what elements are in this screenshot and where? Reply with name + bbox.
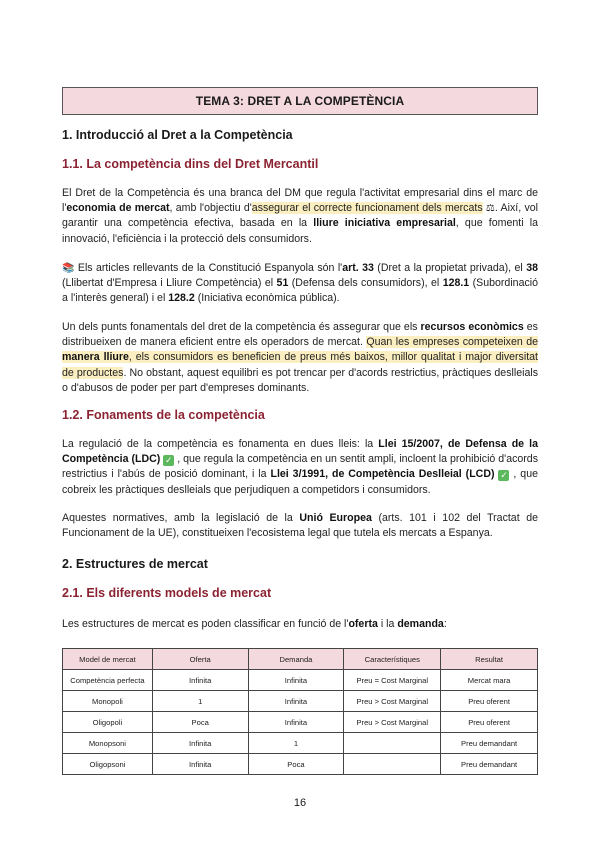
section-2-1-heading: 2.1. Els diferents models de mercat bbox=[62, 586, 272, 600]
bold-text: 128.1 bbox=[442, 277, 470, 290]
table-cell: Infinita bbox=[248, 670, 344, 691]
paragraph-recursos bbox=[62, 320, 538, 396]
table-cell: Infinita bbox=[152, 733, 248, 754]
text: , que cobreix les pràctiques deslleials que perjudiquen a competidors i consumidors. bbox=[62, 468, 538, 496]
table-cell: Preu > Cost Marginal bbox=[344, 712, 441, 733]
table-cell: Preu = Cost Marginal bbox=[344, 670, 441, 691]
table-cell: Monopsoni bbox=[63, 733, 153, 754]
section-2-heading: 2. Estructures de mercat bbox=[62, 557, 208, 571]
text: La regulació de la competència es fonamenta en dues lleis: la bbox=[62, 438, 379, 450]
text: (Llibertat d'Empresa i Lliure Competència) el bbox=[62, 277, 277, 290]
paragraph-dret-competencia bbox=[62, 186, 538, 247]
table-row bbox=[63, 691, 538, 712]
bold-text: oferta bbox=[348, 618, 378, 630]
table-cell: Poca bbox=[152, 712, 248, 733]
books-icon: 📚 bbox=[62, 263, 75, 274]
check-icon: ✓ bbox=[164, 455, 173, 466]
table-cell: Poca bbox=[248, 754, 344, 775]
table-cell: Preu > Cost Marginal bbox=[344, 691, 441, 712]
section-1-2-heading: 1.2. Fonaments de la competència bbox=[62, 408, 265, 422]
text: Un dels punts fonamentals del dret de la competència és assegurar que els bbox=[62, 321, 421, 333]
page-number: 16 bbox=[293, 797, 307, 809]
table-cell bbox=[344, 733, 441, 754]
paragraph-articles bbox=[62, 261, 538, 307]
table-cell: Preu oferent bbox=[441, 691, 538, 712]
text: , els consumidors es beneficien de preus més baixos, millor qualitat i major diversitat de productes bbox=[62, 351, 538, 379]
table-cell: Oligopoli bbox=[63, 712, 153, 733]
column-header: Model de mercat bbox=[63, 649, 153, 670]
bold-text: art. 33 bbox=[342, 262, 374, 274]
bold-text: 38 bbox=[526, 262, 538, 274]
table-row bbox=[63, 670, 538, 691]
paragraph-estructures bbox=[62, 617, 538, 632]
paragraph-normatives bbox=[62, 511, 538, 541]
table-cell: Competència perfecta bbox=[63, 670, 153, 691]
text: (Dret a la propietat privada), el bbox=[373, 262, 527, 274]
table-header-row bbox=[63, 649, 538, 670]
column-header: Resultat bbox=[441, 649, 538, 670]
column-header: Característiques bbox=[344, 649, 441, 670]
table-cell: Monopoli bbox=[63, 691, 153, 712]
highlighted-text: assegurar el correcte funcionament dels mercats bbox=[251, 202, 483, 215]
bold-text: 51 bbox=[276, 277, 289, 290]
table-cell: 1 bbox=[248, 733, 344, 754]
table-cell: Preu demandant bbox=[441, 754, 538, 775]
text: Les estructures de mercat es poden classificar en funció de l' bbox=[62, 618, 349, 630]
table-cell: Oligopsoni bbox=[63, 754, 153, 775]
text: , que fomenti la innovació, l'eficiència i la protecció dels consumidors. bbox=[62, 217, 538, 245]
bold-text: recursos econòmics bbox=[420, 321, 524, 333]
column-header: Demanda bbox=[248, 649, 344, 670]
text: es distribueixen de manera eficient entre els operadors de mercat. bbox=[62, 321, 538, 349]
text: (arts. 101 i 102 del Tractat de Funcionament de la UE), constitueixen l'ecosistema legal que tutela els mercats a Espanya. bbox=[62, 512, 538, 540]
bold-text: Llei 3/1991, de Competència Deslleial (LCD) bbox=[270, 468, 495, 481]
column-header: Oferta bbox=[152, 649, 248, 670]
page-title: TEMA 3: DRET A LA COMPETÈNCIA bbox=[62, 87, 538, 115]
text: . No obstant, aquest equilibri es pot trencar per d'acords restrictius, pràctiques deslleials o d'abusos de poder per part d'empreses dominants. bbox=[62, 366, 538, 394]
bold-text: Unió Europea bbox=[299, 512, 372, 524]
table-row bbox=[63, 733, 538, 754]
table-cell: Preu demandant bbox=[441, 733, 538, 754]
bold-text: demanda bbox=[397, 618, 444, 630]
text: , que regula la competència en un sentit ampli, incloent la prohibició d'acords restrictius i l'abús de posició dominant, i la bbox=[62, 453, 538, 481]
table-cell: Infinita bbox=[248, 712, 344, 733]
table-cell: Preu oferent bbox=[441, 712, 538, 733]
table-cell bbox=[344, 754, 441, 775]
section-1-1-heading: 1.1. La competència dins del Dret Mercantil bbox=[62, 157, 319, 171]
text: (Subordinació a l'interès general) i el bbox=[62, 277, 538, 305]
text: Els articles rellevants de la Constitució Espanyola són l' bbox=[74, 262, 343, 274]
bold-text: economia de mercat bbox=[66, 202, 170, 215]
table-cell: Mercat mara bbox=[441, 670, 538, 691]
table-cell: Infinita bbox=[248, 691, 344, 712]
text: i la bbox=[377, 618, 398, 630]
paragraph-lleis bbox=[62, 437, 538, 498]
scales-icon: ⚖ bbox=[485, 203, 495, 215]
text: (Defensa dels consumidors), el bbox=[288, 277, 443, 290]
table-row bbox=[63, 712, 538, 733]
text: Quan les empreses competeixen de bbox=[366, 336, 539, 349]
bold-text: manera lliure bbox=[62, 351, 129, 364]
text: . Així, vol garantir una competència efectiva, basada en la bbox=[62, 202, 538, 230]
text: , amb l'objectiu d' bbox=[169, 202, 252, 215]
table-row bbox=[63, 754, 538, 775]
table-cell: Infinita bbox=[152, 754, 248, 775]
section-1-heading: 1. Introducció al Dret a la Competència bbox=[62, 128, 293, 142]
bold-text: 128.2 bbox=[168, 292, 195, 305]
table-cell: 1 bbox=[152, 691, 248, 712]
market-models-table bbox=[62, 648, 538, 775]
text: El Dret de la Competència és una branca del DM que regula l'activitat empresarial dins el marc de l' bbox=[62, 187, 538, 215]
text: (Iniciativa econòmica pública). bbox=[194, 292, 340, 305]
table-cell: Infinita bbox=[152, 670, 248, 691]
text: : bbox=[443, 618, 447, 630]
bold-text: lliure iniciativa empresarial bbox=[313, 217, 456, 230]
check-icon: ✓ bbox=[500, 470, 508, 481]
text: Aquestes normatives, amb la legislació de la bbox=[62, 512, 300, 524]
bold-text: Llei 15/2007, de Defensa de la Competència (LDC) bbox=[62, 438, 538, 466]
